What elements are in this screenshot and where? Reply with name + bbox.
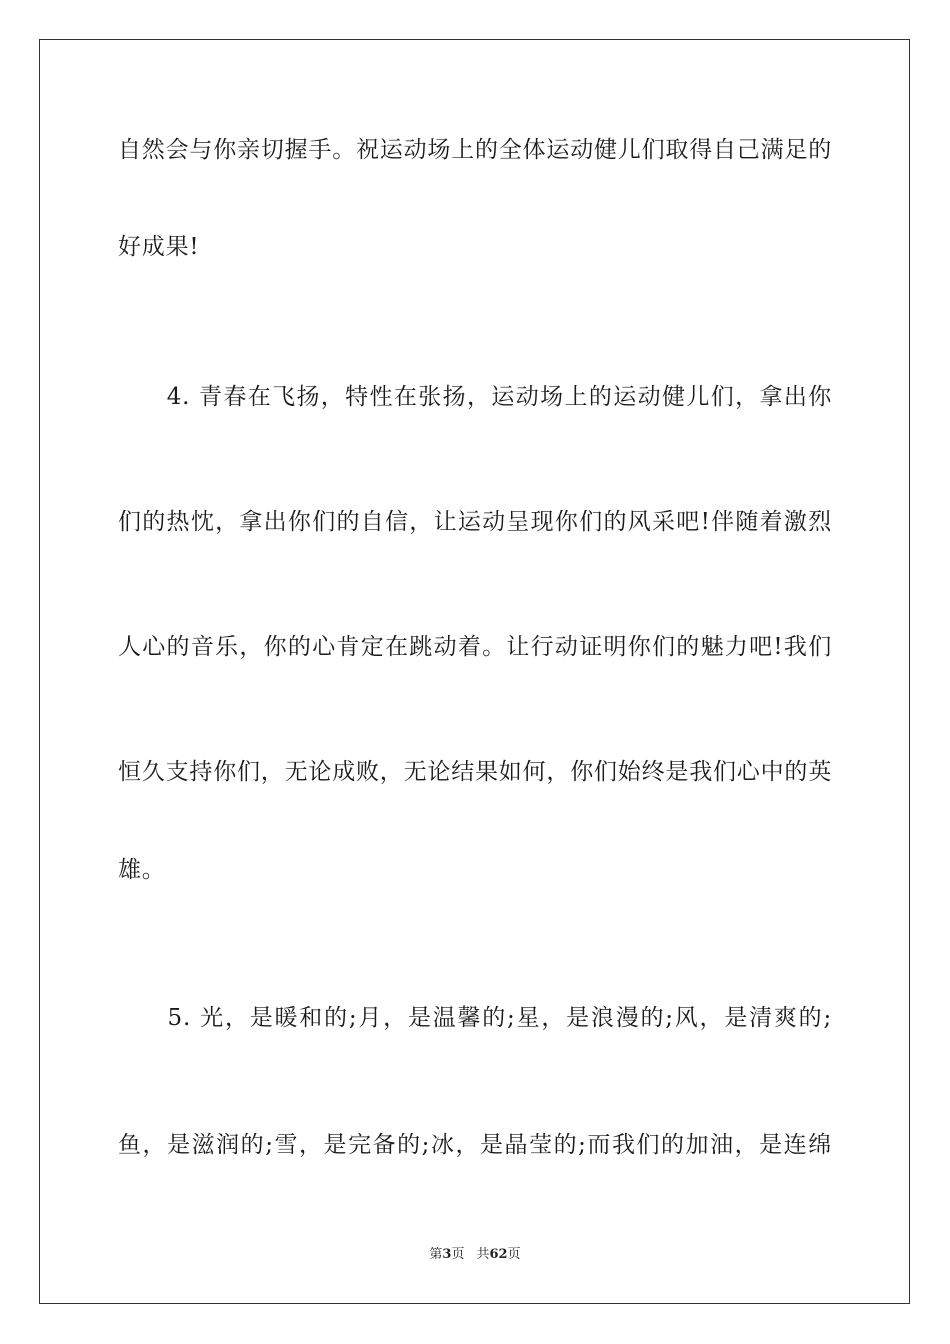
- body-text-line: 恒久支持你们，无论成败，无论结果如何，你们始终是我们心中的英: [118, 759, 832, 785]
- page-total: 62: [489, 1247, 508, 1262]
- body-text-line: 雄。: [118, 857, 166, 883]
- total-prefix: 共: [476, 1247, 490, 1262]
- page-footer: [0, 1246, 950, 1264]
- total-unit: 页: [507, 1247, 521, 1262]
- body-text-line: 鱼，是滋润的;雪，是完备的;冰，是晶莹的;而我们的加油，是连绵: [118, 1132, 832, 1158]
- body-text-line: 们的热忱，拿出你们的自信，让运动呈现你们的风采吧!伴随着激烈: [118, 509, 832, 535]
- body-text-line: 5. 光，是暖和的;月，是温馨的;星，是浪漫的;风，是清爽的;: [118, 1005, 832, 1031]
- body-text-line: 好成果!: [118, 234, 200, 260]
- body-text-line: 自然会与你亲切握手。祝运动场上的全体运动健儿们取得自己满足的: [118, 137, 832, 163]
- page-border: [39, 39, 910, 1304]
- body-text-line: 4. 青春在飞扬，特性在张扬，运动场上的运动健儿们，拿出你: [118, 384, 832, 410]
- page-prefix: 第: [429, 1247, 443, 1262]
- body-text-line: 人心的音乐，你的心肯定在跳动着。让行动证明你们的魅力吧!我们: [118, 634, 832, 660]
- page-current: 3: [442, 1247, 452, 1262]
- page-unit: 页: [451, 1247, 465, 1262]
